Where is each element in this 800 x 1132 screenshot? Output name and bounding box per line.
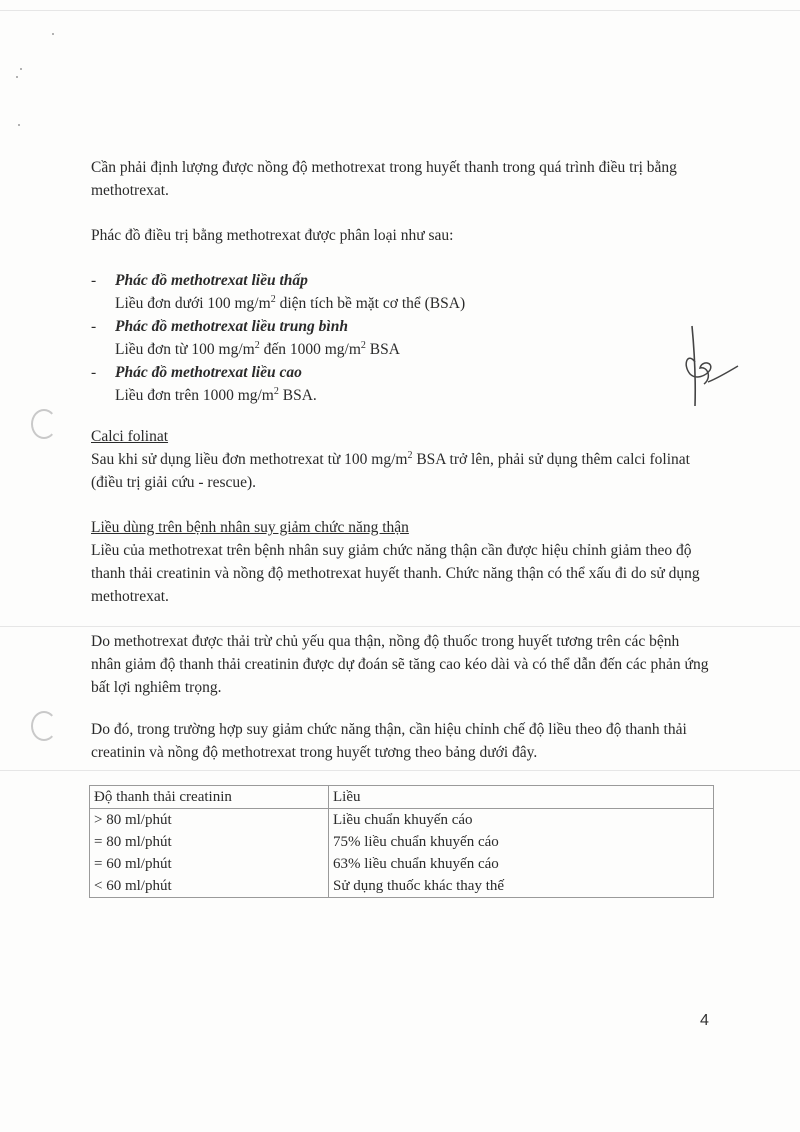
page-number: 4: [700, 1012, 709, 1029]
scan-artifact-line: [0, 10, 800, 11]
scan-speck: [20, 68, 22, 70]
scan-speck: [52, 33, 54, 35]
regimen-description: Liều đơn dưới 100 $mg/m^2$ diện tích bề mặt cơ thể (BSA): [115, 293, 466, 312]
regimen-title: Phác đồ methotrexat liều cao: [115, 364, 302, 381]
table-cell-clearance: = 60 ml/phút: [90, 853, 329, 875]
binder-hole-mark: [31, 711, 57, 741]
regimen-title: Phác đồ methotrexat liều trung bình: [115, 318, 348, 335]
scan-artifact-line: [0, 626, 800, 627]
table-cell-dose: 63% liều chuẩn khuyến cáo: [329, 853, 714, 875]
table-cell-clearance: < 60 ml/phút: [90, 875, 329, 898]
table-row: [90, 853, 714, 875]
table-row: [90, 831, 714, 853]
scan-artifact-line: [0, 770, 800, 771]
table-header-clearance: Độ thanh thải creatinin: [90, 786, 329, 809]
scan-speck: [16, 76, 18, 78]
paragraph-renal-dosing: Liều của methotrexat trên bệnh nhân suy giảm chức năng thận cần được hiệu chỉnh giảm theo độ thanh thải creatinin và nồng độ methotrexat huyết thanh. Chức năng thận có thể xấu đi do sử dụng methotrexat.: [91, 542, 700, 605]
table-cell-dose: Sử dụng thuốc khác thay thế: [329, 875, 714, 898]
paragraph-monitoring: Cần phải định lượng được nồng độ methotrexat trong huyết thanh trong quá trình điều trị bằng methotrexat.: [91, 159, 677, 199]
table-cell-dose: Liều chuẩn khuyến cáo: [329, 809, 714, 832]
scan-speck: [18, 124, 20, 126]
section-heading-renal-dosing: Liều dùng trên bệnh nhân suy giảm chức năng thận: [91, 519, 409, 536]
regimen-description: Liều đơn trên 1000 $mg/m^2$ BSA.: [115, 385, 317, 404]
table-row: [90, 875, 714, 898]
table-row: [90, 809, 714, 832]
binder-hole-mark: [31, 409, 57, 439]
handwritten-signature: [672, 322, 742, 412]
dose-adjustment-table: [89, 785, 714, 898]
list-dash: -: [91, 318, 97, 335]
table-cell-dose: 75% liều chuẩn khuyến cáo: [329, 831, 714, 853]
paragraph-calci-folinat: Sau khi sử dụng liều đơn methotrexat từ 100 $mg/m^2$ BSA trở lên, phải sử dụng thêm calci folinat (điều trị giải cứu - rescue).: [91, 449, 690, 491]
paragraph-dose-adjustment: Do đó, trong trường hợp suy giảm chức năng thận, cần hiệu chỉnh chế độ liều theo độ thanh thải creatinin và nồng độ methotrexat trong huyết tương theo bảng dưới đây.: [91, 721, 687, 761]
table-cell-clearance: > 80 ml/phút: [90, 809, 329, 832]
regimen-description: Liều đơn từ 100 $mg/m^2$ đến 1000 $mg/m^2$ BSA: [115, 339, 400, 358]
paragraph-elimination: Do methotrexat được thải trừ chủ yếu qua thận, nồng độ thuốc trong huyết tương trên các bệnh nhân giảm độ thanh thải creatinin được dự đoán sẽ tăng cao kéo dài và có thể dẫn đến các phản ứng bất lợi nghiêm trọng.: [91, 633, 709, 696]
table-header-row: [90, 786, 714, 809]
table-cell-clearance: = 80 ml/phút: [90, 831, 329, 853]
list-dash: -: [91, 364, 97, 381]
section-heading-calci-folinat: Calci folinat: [91, 428, 169, 445]
regimen-title: Phác đồ methotrexat liều thấp: [115, 272, 308, 289]
list-dash: -: [91, 272, 97, 289]
table-header-dose: Liều: [329, 786, 714, 809]
paragraph-classification: Phác đồ điều trị bằng methotrexat được phân loại như sau:: [91, 227, 454, 244]
